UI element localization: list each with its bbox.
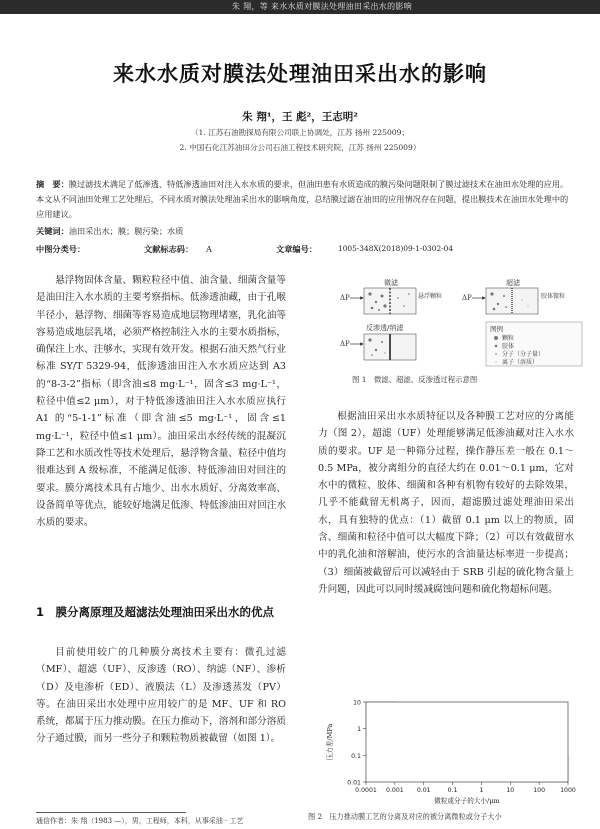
plot-frame — [366, 702, 568, 782]
running-header: 朱 翔，等 来水水质对膜法处理油田采出水的影响 — [0, 0, 600, 14]
legend-item-2: 胶体 — [502, 343, 515, 350]
affiliation-1: （1. 江苏石油勘探局有限公司联上协调处，江苏 扬州 225009； — [190, 128, 410, 137]
y-tick-label-0: 10 — [353, 699, 361, 707]
authors: 朱 翔¹，王 彪²，王志明² — [242, 111, 358, 123]
y-tick-label-1: 1 — [357, 726, 361, 734]
fig1-legend — [486, 322, 582, 366]
footnote: 通信作者：朱 翔（1983 —），男，工程师，本科，从事采油 · 工艺 — [36, 817, 244, 825]
ro-dp-label: ΔP — [340, 340, 350, 348]
section-1-text: 目前使用较广的几种膜分离技术主要有：微孔过滤（MF）、超滤（UF）、反渗透（RO）、纳滤（NF）、渗析（D）及电渗析（ED）、液膜法（L）及渗透蒸发（PV）等。在油田采出水处理中应用较广的是 MF、UF 和 RO 系统，都属于压力推动膜。在压力推动下，溶剂和部分溶质分子通过膜，而另一些分子和颗粒物质被截留（如图 1）。 — [36, 647, 286, 745]
keywords — [36, 226, 570, 237]
y-tick-label-2: 0.1 — [351, 752, 361, 760]
abstract-text: 膜过滤技术满足了低渗透、特低渗透油田对注入水水质的要求，但油田患有水质造成的膜污染问题限制了膜过滤技术在油田水处理的应用。本文从不同油田处理工艺处理后，不同水质对膜法处理油采出水的影响角度，总结膜过滤在油田的应用情况存在问题，提出膜技术在油田水处理中的应用建议。 — [36, 179, 569, 219]
uf-dp-label: ΔP — [462, 294, 472, 302]
figure-2-caption: 图 2 压力推动膜工艺的分离及对应的被分离微粒或分子大小 — [308, 812, 502, 821]
article-id-value: 1005-348X(2018)09-1-0302-04 — [338, 244, 454, 253]
ro-panel — [340, 323, 416, 360]
figure-2-chart — [318, 696, 580, 810]
y-tick-label-3: 0.01 — [347, 779, 361, 787]
x-tick-label-1: 0.001 — [385, 787, 404, 794]
legend-item-1: 颗粒 — [502, 335, 515, 342]
doc-code-value: A — [206, 244, 212, 254]
mf-panel — [340, 278, 442, 314]
uf-colloids-label: 胶体微粒 — [541, 293, 566, 300]
x-axis-label: 微粒或分子的大小/μm — [434, 797, 500, 805]
left-paragraph-1 — [36, 272, 286, 531]
x-tick-label-7: 1000 — [560, 787, 576, 794]
figure-1-caption: 图 1 微滤、超滤、反渗透过程示意图 — [352, 375, 478, 384]
keywords-label: 关键词： — [36, 226, 69, 236]
uf-label: 超滤 — [506, 279, 520, 287]
x-tick-label-3: 0.1 — [447, 787, 458, 794]
keywords-text: 油田采出水；膜；膜污染；水质 — [68, 226, 184, 236]
mf-label: 微滤 — [384, 279, 398, 287]
intro-text: 悬浮物固体含量、颗粒粒径中值、油含量、细菌含量等是油田注入水水质的主要考察指标。低渗透油藏，由于孔喉半径小，悬浮物、细菌等容易造成地层物理堵塞，乳化油等容易造成地层乳堵，必须严格控制注入水的主要水质指标，确保注上水、注够水，实现有效开发。根据石油天然气行业标准 SY/T 5329-94，低渗透油田注入水水质应达到 A3 的“8-3-2”指标（即含油≤8 mg·L⁻¹，固含≤3 mg·L⁻¹，粒径中值≤2 μm），对于特低渗透油田注入水水质应执行 A1 的“5-1-1”标准（即含油≤5 mg·L⁻¹，固含≤1 mg·L⁻¹，粒径中值≤1 μm）。油田采出水经传统的混凝沉降工艺和水质改性等技术处理后，悬浮物含量、粒径中值均很难达到 A 级标准，不能满足低渗、特低渗油田对回注的要求。膜分离技术具有占地少、出水水质好、分离效率高、设备简单等优点，能较好地满足低渗、特低渗油田对回注水水质的要求。 — [36, 275, 286, 529]
clc-label: 中图分类号： — [36, 244, 86, 254]
legend-item-3: 分子（分子量） — [502, 351, 545, 358]
x-tick-label-0: 0.0001 — [355, 787, 377, 794]
x-tick-label-6: 100 — [533, 787, 546, 794]
figure-1-diagram — [336, 276, 586, 368]
uf-panel — [462, 278, 565, 314]
x-tick-label-4: 1 — [479, 787, 484, 794]
legend-title: 图例 — [490, 325, 503, 333]
x-tick-label-2: 0.01 — [416, 787, 431, 794]
ro-label: 反渗透/纳滤 — [366, 324, 404, 332]
left-paragraph-2 — [36, 644, 286, 748]
x-tick-label-5: 10 — [506, 787, 515, 794]
mf-dp-label: ΔP — [340, 294, 350, 302]
affiliation-2: 2. 中国石化江苏油田分公司石油工程技术研究院，江苏 扬州 225009） — [179, 143, 421, 152]
right-paragraph-1 — [318, 408, 574, 598]
doc-code-label: 文献标志码： — [144, 244, 194, 254]
article-id-label: 文章编号： — [276, 244, 317, 254]
abstract — [36, 177, 570, 222]
abstract-label: 摘 要： — [36, 179, 69, 189]
y-axis-label: 压力差/MPa — [326, 723, 334, 761]
uf-advantages-text: 根据油田采出水水质特征以及各种膜工艺对应的分离能力（图 2），超滤（UF）处理能够满足低渗油藏对注入水水质的要求。UF 是一种筛分过程，操作静压差一般在 0.1～0.5 MPa，被分离组分的直径大约在 0.01～0.1 μm，它对水中的微粒、胶体、细菌和各种有机物有较好的去除效果，几乎不能截留无机离子，因而，超滤膜过滤处理油田采出水，具有独特的优点：（1）截留 0.1 μm 以上的物质，固含、细菌和粒径中值可以大幅度下降；（2）可以有效截留水中的乳化油和溶解油，使污水的含油量达标率进一步提高；（3）细菌被截留后可以减轻由于 SRB 引起的硫化物含量上升问题，因此可以同时缓减腐蚀问题和硫化物超标问题。 — [318, 411, 574, 595]
footnote-divider — [36, 812, 186, 813]
section-1-heading: 1 膜分离原理及超滤法处理油田采出水的优点 — [36, 605, 274, 619]
paper-title: 来水水质对膜法处理油田采出水的影响 — [113, 62, 487, 86]
legend-item-4: 离子（溶质） — [502, 359, 539, 366]
mf-particles-label: 悬浮颗粒 — [418, 293, 443, 300]
